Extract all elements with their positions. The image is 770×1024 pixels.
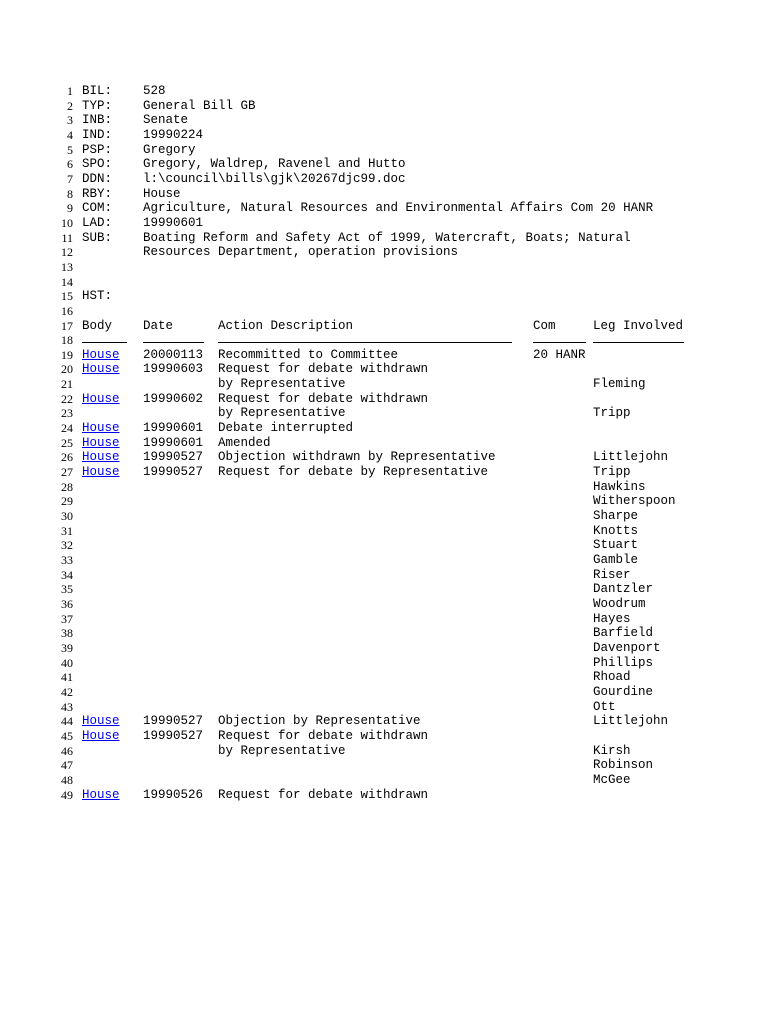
action-date: 19990527 [143,714,204,729]
line-number: 32 [61,538,73,553]
body-link[interactable]: House [82,450,120,465]
body-link[interactable]: House [82,347,120,362]
action-description: Request for debate withdrawn [218,728,429,743]
action-date: 19990603 [143,362,204,377]
field-value: Boating Reform and Safety Act of 1999, Watercraft, Boats; Natural [143,230,631,245]
line-number: 16 [61,303,73,318]
history-row [0,436,770,451]
history-row [0,509,770,524]
field-value: General Bill GB [143,98,256,113]
legislator: Littlejohn [593,714,669,729]
doc-line [0,172,770,187]
action-description: Debate interrupted [218,421,354,436]
legislator: Ott [593,699,616,714]
line-number: 37 [61,611,73,626]
line-number: 31 [61,523,73,538]
line-number: 25 [61,435,73,450]
line-number: 45 [61,728,73,743]
doc-line [0,187,770,202]
history-row [0,524,770,539]
line-number: 28 [61,479,73,494]
history-row [0,582,770,597]
history-row [0,641,770,656]
header-rule [82,342,127,343]
line-number: 43 [61,699,73,714]
doc-line [0,99,770,114]
legislator: Witherspoon [593,494,676,509]
history-row [0,656,770,671]
column-header-leg: Leg Involved [593,318,684,333]
line-number: 18 [61,333,73,348]
field-value: Gregory [143,142,196,157]
history-row [0,480,770,495]
field-value: Resources Department, operation provisions [143,245,459,260]
history-row [0,450,770,465]
line-number: 34 [61,567,73,582]
history-row [0,597,770,612]
line-number: 48 [61,772,73,787]
line-number: 7 [67,171,73,186]
legislator: Riser [593,567,631,582]
action-description: Objection by Representative [218,714,421,729]
doc-line [0,289,770,304]
line-number: 33 [61,553,73,567]
field-label: PSP: [82,142,113,157]
doc-line [0,231,770,246]
history-row [0,758,770,773]
field-value: House [143,186,181,201]
line-number: 27 [61,465,73,480]
line-number: 36 [61,596,73,611]
body-link[interactable]: House [82,714,120,729]
action-description: Request for debate by Representative [218,465,489,480]
action-description: Amended [218,435,271,450]
line-number: 13 [61,259,73,274]
legislator: McGee [593,772,631,787]
legislator: Rhoad [593,670,631,685]
history-row [0,670,770,685]
line-number: 44 [61,714,73,729]
action-description: Recommitted to Committee [218,347,399,362]
history-row [0,626,770,641]
field-label: SPO: [82,157,113,172]
header-rule [143,342,204,343]
doc-line [0,84,770,99]
field-label: DDN: [82,171,113,186]
action-date: 19990601 [143,421,204,436]
column-header-com: Com [533,318,556,333]
line-number: 21 [61,377,73,392]
column-header-body: Body [82,318,113,333]
action-description: by Representative [218,406,346,421]
column-header-date: Date [143,318,174,333]
line-number: 15 [61,289,73,304]
line-number: 23 [61,406,73,421]
legislator: Tripp [593,465,631,480]
legislator: Phillips [593,655,654,670]
legislator: Sharpe [593,509,639,524]
field-label: TYP: [82,98,113,113]
history-row [0,700,770,715]
field-label: IND: [82,127,113,142]
history-row [0,744,770,759]
doc-line [0,260,770,275]
history-row [0,538,770,553]
legislator: Hawkins [593,479,646,494]
doc-line [0,275,770,290]
field-value: 19990601 [143,215,204,230]
line-number: 47 [61,758,73,773]
body-link[interactable]: House [82,421,120,436]
history-row [0,377,770,392]
field-label: COM: [82,201,113,216]
line-number: 26 [61,450,73,465]
action-description: by Representative [218,377,346,392]
line-number: 12 [61,245,73,260]
line-number: 42 [61,684,73,699]
history-row [0,421,770,436]
field-value: Senate [143,113,189,128]
action-date: 19990527 [143,465,204,480]
field-value: l:\council\bills\gjk\20267djc99.doc [143,171,406,186]
line-number: 30 [61,509,73,524]
history-row [0,553,770,568]
action-description: Request for debate withdrawn [218,787,429,802]
history-row [0,729,770,744]
line-number: 3 [67,113,73,128]
body-link[interactable]: House [82,435,120,450]
column-header-action: Action Description [218,318,354,333]
line-number: 17 [61,318,73,333]
action-description: Request for debate withdrawn [218,362,429,377]
action-date: 19990602 [143,391,204,406]
doc-line [0,245,770,260]
line-number: 2 [67,98,73,113]
legislator: Fleming [593,377,646,392]
committee: 20 HANR [533,347,586,362]
line-number: 14 [61,274,73,289]
history-row [0,465,770,480]
line-number: 39 [61,640,73,655]
legislator: Gourdine [593,684,654,699]
history-label: HST: [82,289,113,304]
bill-history-document [0,84,770,802]
line-number: 40 [61,655,73,670]
legislator: Gamble [593,553,639,567]
legislator: Hayes [593,611,631,626]
field-value: Gregory, Waldrep, Ravenel and Hutto [143,157,406,172]
body-link[interactable]: House [82,787,120,802]
line-number: 5 [67,142,73,157]
field-value: Agriculture, Natural Resources and Environmental Affairs Com 20 HANR [143,201,654,216]
action-date: 19990601 [143,435,204,450]
line-number: 24 [61,421,73,436]
header-rule [218,342,512,343]
legislator: Knotts [593,523,639,538]
history-row [0,568,770,583]
line-number: 19 [61,347,73,362]
line-number: 6 [67,157,73,172]
field-label: SUB: [82,230,113,245]
header-rule-line [0,333,770,348]
line-number: 4 [67,127,73,142]
history-column-headers [0,319,770,334]
field-label: LAD: [82,215,113,230]
history-row [0,494,770,509]
body-link[interactable]: House [82,362,120,377]
legislator: Robinson [593,758,654,773]
field-value: 19990224 [143,127,204,142]
line-number: 49 [61,787,73,802]
doc-line [0,128,770,143]
line-number: 41 [61,670,73,685]
header-rule [593,342,684,343]
history-row [0,362,770,377]
field-label: INB: [82,113,113,128]
line-number: 1 [67,84,73,98]
line-number: 9 [67,201,73,216]
line-number: 20 [61,362,73,377]
action-description: by Representative [218,743,346,758]
history-row [0,392,770,407]
doc-line [0,143,770,158]
doc-line [0,157,770,172]
line-number: 46 [61,743,73,758]
line-number: 8 [67,186,73,201]
doc-line [0,216,770,231]
legislator: Stuart [593,538,639,553]
action-date: 19990527 [143,450,204,465]
line-number: 10 [61,215,73,230]
history-row [0,788,770,803]
field-label: RBY: [82,186,113,201]
doc-line [0,113,770,128]
line-number: 11 [61,230,73,245]
legislator: Kirsh [593,743,631,758]
line-number: 35 [61,582,73,597]
legislator: Tripp [593,406,631,421]
action-description: Objection withdrawn by Representative [218,450,496,465]
action-description: Request for debate withdrawn [218,391,429,406]
history-row [0,714,770,729]
body-link[interactable]: House [82,391,120,406]
line-number: 38 [61,626,73,641]
history-row [0,612,770,627]
legislator: Barfield [593,626,654,641]
action-date: 19990526 [143,787,204,802]
history-row [0,773,770,788]
action-date: 19990527 [143,728,204,743]
history-row [0,685,770,700]
doc-line [0,304,770,319]
body-link[interactable]: House [82,728,120,743]
legislator: Dantzler [593,582,654,597]
legislator: Davenport [593,640,661,655]
field-value: 528 [143,84,166,98]
history-row [0,348,770,363]
field-label: BIL: [82,84,113,98]
line-number: 22 [61,391,73,406]
line-number: 29 [61,494,73,509]
header-rule [533,342,586,343]
body-link[interactable]: House [82,465,120,480]
legislator: Littlejohn [593,450,669,465]
doc-line [0,201,770,216]
action-date: 20000113 [143,347,204,362]
history-row [0,406,770,421]
legislator: Woodrum [593,596,646,611]
